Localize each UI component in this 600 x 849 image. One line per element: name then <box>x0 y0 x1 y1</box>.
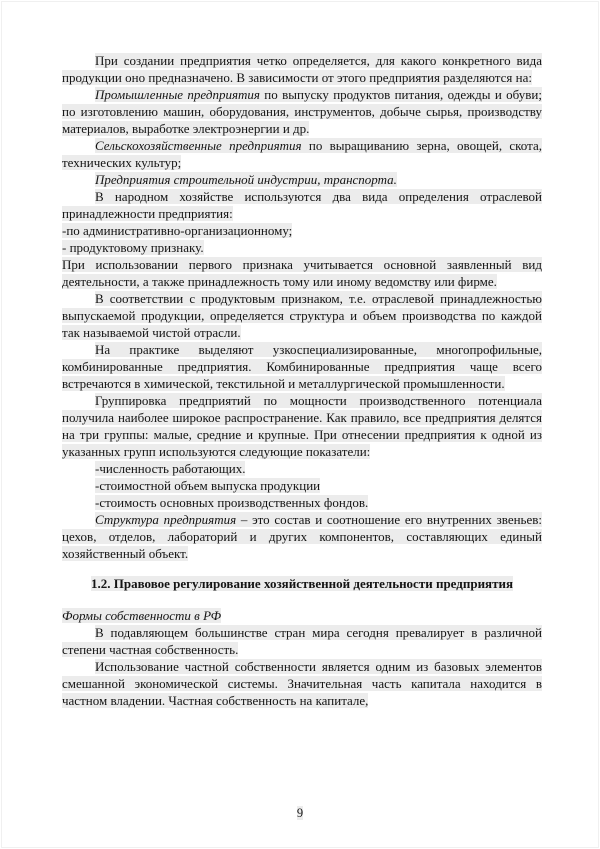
page-number: 9 <box>296 806 304 820</box>
para-practice <box>62 341 542 392</box>
para-structure-lead: Структура предприятия <box>95 512 237 527</box>
para-private-property-usage-text: Использование частной собственности является одним из базовых элементов смешанной экономической системы. Значительная часть капитала находится в частном владении. Частная собственность на капитале, <box>62 659 542 708</box>
para-first-criterion-text: При использовании первого признака учитывается основной заявленный вид деятельности, а также принадлежность тому или иному ведомству или фирме. <box>62 257 542 289</box>
para-private-property <box>62 624 542 658</box>
para-two-types-text: В народном хозяйстве используются два вида определения отраслевой принадлежности предприятия: <box>62 189 542 221</box>
list-item-administrative-text: -по административно-организационному; <box>62 223 293 238</box>
para-industrial-text: по выпуску продуктов питания, одежды и обуви; по изготовлению машин, оборудования, инструментов, добыче сырья, производству материалов, выработке электроэнергии и др. <box>62 87 543 136</box>
para-private-property-usage <box>62 658 542 709</box>
subsection-heading <box>62 607 542 624</box>
para-practice-text: На практике выделяют узкоспециализированные, многопрофильные, комбинированные предприятия. Комбинированные предприятия чаще всего встречаются в химической, текстильной и металлургической промышленности. <box>62 342 542 391</box>
list-item-product <box>62 239 542 256</box>
list-item-output-volume <box>62 477 542 494</box>
list-item-production-funds <box>62 494 542 511</box>
page-number-container <box>0 805 600 821</box>
section-heading-text: 1.2. Правовое регулирование хозяйственной деятельности предприятия <box>91 576 513 591</box>
para-two-types <box>62 188 542 222</box>
para-construction-lead: Предприятия строительной индустрии, транспорта. <box>95 172 397 187</box>
para-industrial-lead: Промышленные предприятия <box>95 87 260 102</box>
para-grouping <box>62 392 542 460</box>
list-item-workers-text: -численность работающих. <box>95 461 246 476</box>
para-private-property-text: В подавляющем большинстве стран мира сегодня превалирует в различной степени частная собственность. <box>62 625 542 657</box>
list-item-product-text: - продуктовому признаку. <box>62 240 204 255</box>
para-creation <box>62 52 542 86</box>
para-industrial-enterprises <box>62 86 542 137</box>
list-item-output-volume-text: -стоимостной объем выпуска продукции <box>95 478 321 493</box>
para-structure-text: – это состав и соотношение его внутренних звеньев: цехов, отделов, лабораторий и других компонентов, составляющих единый хозяйственный объект. <box>62 512 542 561</box>
para-agricultural-enterprises <box>62 137 542 171</box>
para-structure-definition <box>62 511 542 562</box>
para-construction-enterprises <box>62 171 542 188</box>
list-item-production-funds-text: -стоимость основных производственных фондов. <box>95 495 369 510</box>
para-product-criterion <box>62 290 542 341</box>
para-grouping-text: Группировка предприятий по мощности производственного потенциала получила наиболее широкое распространение. Как правило, все предприятия делятся на три группы: малые, средние и крупные. При отнесении предприятия к одной из указанных групп используются следующие показатели: <box>62 393 542 459</box>
list-item-administrative <box>62 222 542 239</box>
list-item-workers <box>62 460 542 477</box>
para-creation-text: При создании предприятия четко определяется, для какого конкретного вида продукции оно предназначено. В зависимости от этого предприятия разделяются на: <box>62 53 542 85</box>
section-heading <box>90 575 514 592</box>
para-first-criterion <box>62 256 542 290</box>
subsection-heading-text: Формы собственности в РФ <box>62 608 222 623</box>
para-agricultural-text: по выращиванию зерна, овощей, скота, технических культур; <box>62 138 542 170</box>
para-agricultural-lead: Сельскохозяйственные предприятия <box>95 138 302 153</box>
para-product-criterion-text: В соответствии с продуктовым признаком, т.е. отраслевой принадлежностью выпускаемой продукции, определяется структура и объем производства по каждой так называемой чистой отрасли. <box>62 291 542 340</box>
